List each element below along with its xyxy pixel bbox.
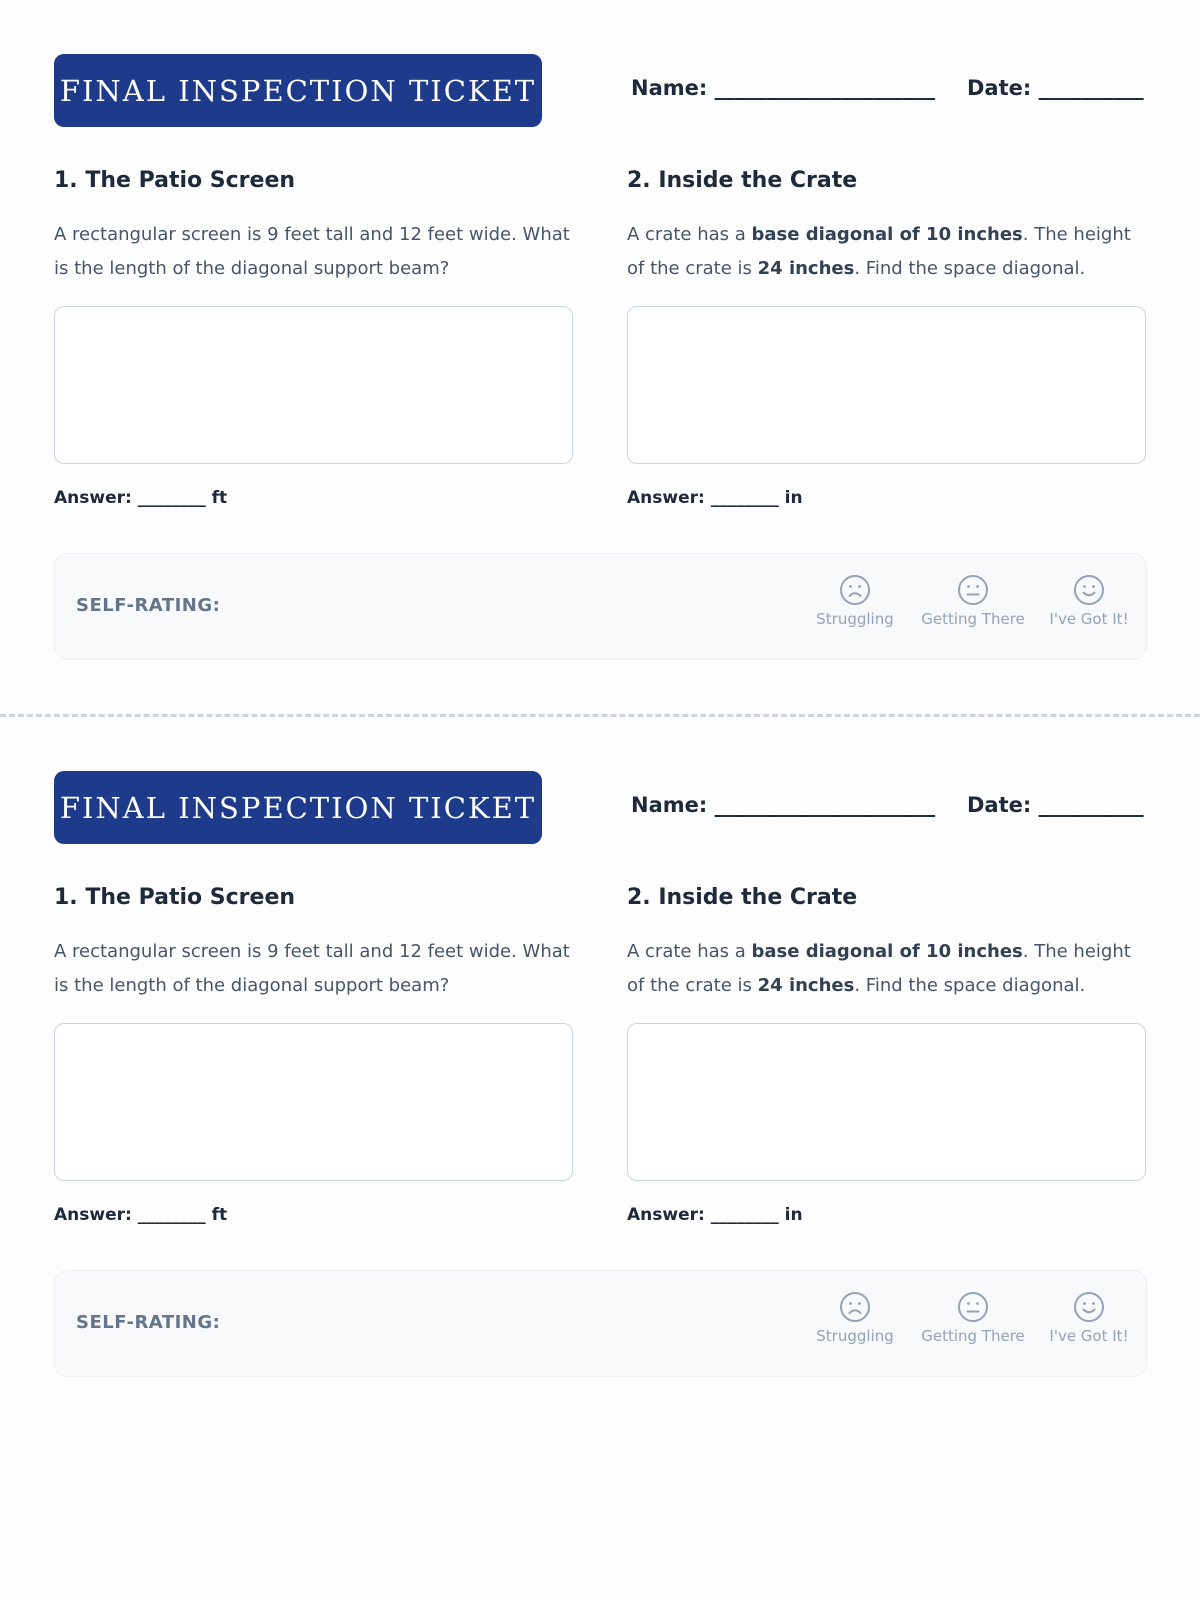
question-1-answer-line[interactable]: Answer: ________ ft (54, 488, 228, 508)
rating-option-label: Struggling (816, 1327, 894, 1345)
sad-face-icon (839, 574, 871, 606)
question-2-emphasis: 24 inches (757, 258, 855, 279)
rating-option-getting-there[interactable] (918, 1291, 1028, 1345)
rating-option-getting-there[interactable] (918, 574, 1028, 628)
question-1-text: A rectangular screen is 9 feet tall and 12 feet wide. What is the length of the diagonal support beam? (54, 224, 570, 279)
rating-option-label: Getting There (921, 610, 1025, 628)
question-2-text-part: A crate has a (627, 224, 752, 245)
question-2-text-part: . Find the space diagonal. (854, 258, 1086, 279)
happy-face-icon (1073, 574, 1105, 606)
self-rating-label: SELF-RATING: (76, 1312, 221, 1333)
question-1-work-box[interactable] (54, 1023, 573, 1181)
name-field[interactable]: Name: _____________________ (631, 76, 936, 100)
question-2-text-part: . Find the space diagonal. (854, 975, 1086, 996)
question-2-title: 2. Inside the Crate (627, 885, 858, 910)
question-1-title: 1. The Patio Screen (54, 885, 296, 910)
neutral-face-icon (957, 1291, 989, 1323)
question-2-work-box[interactable] (627, 1023, 1146, 1181)
question-2-answer-line[interactable]: Answer: ________ in (627, 488, 803, 508)
rating-option-got-it[interactable] (1034, 574, 1144, 628)
question-2-text-part: A crate has a (627, 941, 752, 962)
self-rating-panel (54, 1270, 1147, 1377)
question-2-text (627, 218, 1147, 286)
rating-option-struggling[interactable] (800, 1291, 910, 1345)
date-field[interactable]: Date: __________ (967, 793, 1144, 817)
happy-face-icon (1073, 1291, 1105, 1323)
question-2-work-box[interactable] (627, 306, 1146, 464)
rating-option-label: Getting There (921, 1327, 1025, 1345)
date-field[interactable]: Date: __________ (967, 76, 1144, 100)
ticket-2 (0, 717, 1200, 1433)
question-1-text: A rectangular screen is 9 feet tall and 12 feet wide. What is the length of the diagonal support beam? (54, 941, 570, 996)
rating-option-struggling[interactable] (800, 574, 910, 628)
ticket-title-banner: FINAL INSPECTION TICKET (54, 771, 542, 844)
rating-option-label: I've Got It! (1049, 610, 1129, 628)
ticket-title-banner: FINAL INSPECTION TICKET (54, 54, 542, 127)
question-1-work-box[interactable] (54, 306, 573, 464)
question-2-emphasis: base diagonal of 10 inches (751, 224, 1023, 245)
sad-face-icon (839, 1291, 871, 1323)
name-field[interactable]: Name: _____________________ (631, 793, 936, 817)
question-2-text-part: . The height of the crate is (627, 941, 1131, 996)
question-2-title: 2. Inside the Crate (627, 168, 858, 193)
question-2-text-part: . The height of the crate is (627, 224, 1131, 279)
question-2-text (627, 935, 1147, 1003)
rating-option-got-it[interactable] (1034, 1291, 1144, 1345)
rating-option-label: I've Got It! (1049, 1327, 1129, 1345)
self-rating-panel (54, 553, 1147, 660)
question-1-answer-line[interactable]: Answer: ________ ft (54, 1205, 228, 1225)
neutral-face-icon (957, 574, 989, 606)
ticket-1 (0, 0, 1200, 716)
question-2-emphasis: 24 inches (757, 975, 855, 996)
question-1-title: 1. The Patio Screen (54, 168, 296, 193)
question-2-answer-line[interactable]: Answer: ________ in (627, 1205, 803, 1225)
question-2-emphasis: base diagonal of 10 inches (751, 941, 1023, 962)
self-rating-label: SELF-RATING: (76, 595, 221, 616)
rating-option-label: Struggling (816, 610, 894, 628)
